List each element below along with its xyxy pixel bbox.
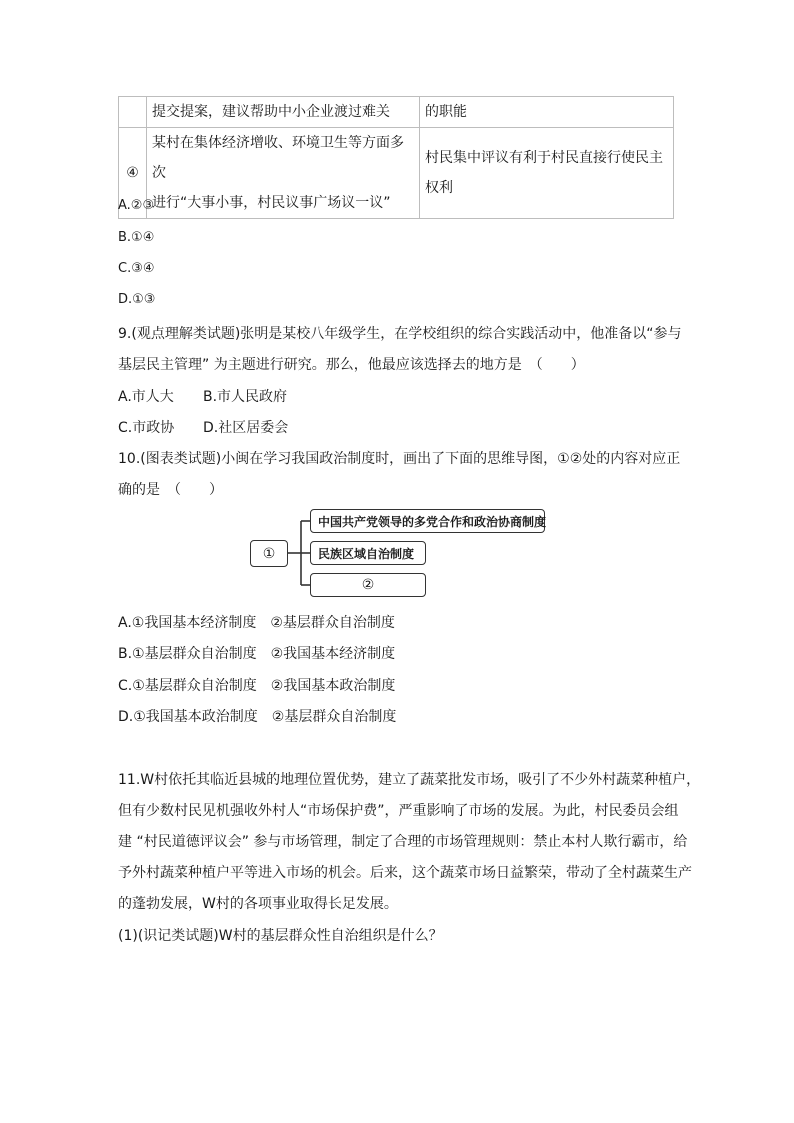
q11-sub-question-1: (1)(识记类试题)W村的基层群众性自治组织是什么？ [118,928,443,944]
q9-option-a: A.市人大 [118,389,174,405]
q9-stem-line: 基层民主管理” 为主题进行研究。那么，他最应该选择去的地方是 （ ） [118,357,585,373]
q11-stem-line: 的蓬勃发展，W村的各项事业取得长足发展。 [118,896,398,912]
q10-option-d: D.①我国基本政治制度 ②基层群众自治制度 [118,709,397,725]
q10-option-b: B.①基层群众自治制度 ②我国基本经济制度 [118,646,396,662]
q8-option-b: B.①④ [118,230,155,245]
table-cell-line: 村民集中评议有利于村民直接行使民主 [425,150,663,166]
q8-option-c: C.③④ [118,261,155,276]
mindmap-branch-ethnic-autonomy: 民族区域自治制度 [310,541,426,565]
table-cell-line: 权利 [425,180,453,196]
q9-option-c: C.市政协 [118,420,175,436]
q11-stem-line: 11.W村依托其临近县城的地理位置优势，建立了蔬菜批发市场，吸引了不少外村蔬菜种植户， [118,772,701,788]
q9-stem-line: 9.(观点理解类试题)张明是某校八年级学生，在学校组织的综合实践活动中，他准备以“参与 [118,326,682,342]
table-row [119,97,674,128]
q10-stem-line: 确的是 （ ） [118,482,223,498]
q11-stem-line: 建 “村民道德评议会” 参与市场管理，制定了合理的市场管理规则：禁止本村人欺行霸市，给 [118,834,688,850]
q11-stem-line: 予外村蔬菜种植户平等进入市场的机会。后来，这个蔬菜市场日益繁荣，带动了全村蔬菜生产 [118,865,692,881]
q10-option-a: A.①我国基本经济制度 ②基层群众自治制度 [118,615,395,631]
table-cell-analysis [420,128,674,219]
table-cell-analysis: 的职能 [420,97,674,128]
table-cell-num: ④ [119,128,147,219]
mindmap-root: ① [250,540,288,567]
q10-option-c: C.①基层群众自治制度 ②我国基本政治制度 [118,678,396,694]
q8-option-a: A.②③ [118,198,155,213]
table-cell-line: 进行“大事小事，村民议事广场议一议” [152,195,391,211]
answer-table [118,96,674,219]
q9-option-d: D.社区居委会 [203,420,289,436]
table-cell-line: 某村在集体经济增收、环境卫生等方面多次 [152,135,404,181]
q11-stem-line: 但有少数村民见机强收外村人“市场保护费”，严重影响了市场的发展。为此，村民委员会组 [118,803,679,819]
q8-option-d: D.①③ [118,292,156,307]
table-row [119,128,674,219]
q10-stem-line: 10.(图表类试题)小闽在学习我国政治制度时，画出了下面的思维导图，①②处的内容对应正 [118,451,681,467]
q9-option-b: B.市人民政府 [203,389,288,405]
table-cell-num [119,97,147,128]
table-cell-content: 提交提案，建议帮助中小企业渡过难关 [147,97,420,128]
mindmap-branch-multiparty: 中国共产党领导的多党合作和政治协商制度 [310,509,545,533]
mindmap-branch-blank: ② [310,573,426,597]
table-cell-content [147,128,420,219]
